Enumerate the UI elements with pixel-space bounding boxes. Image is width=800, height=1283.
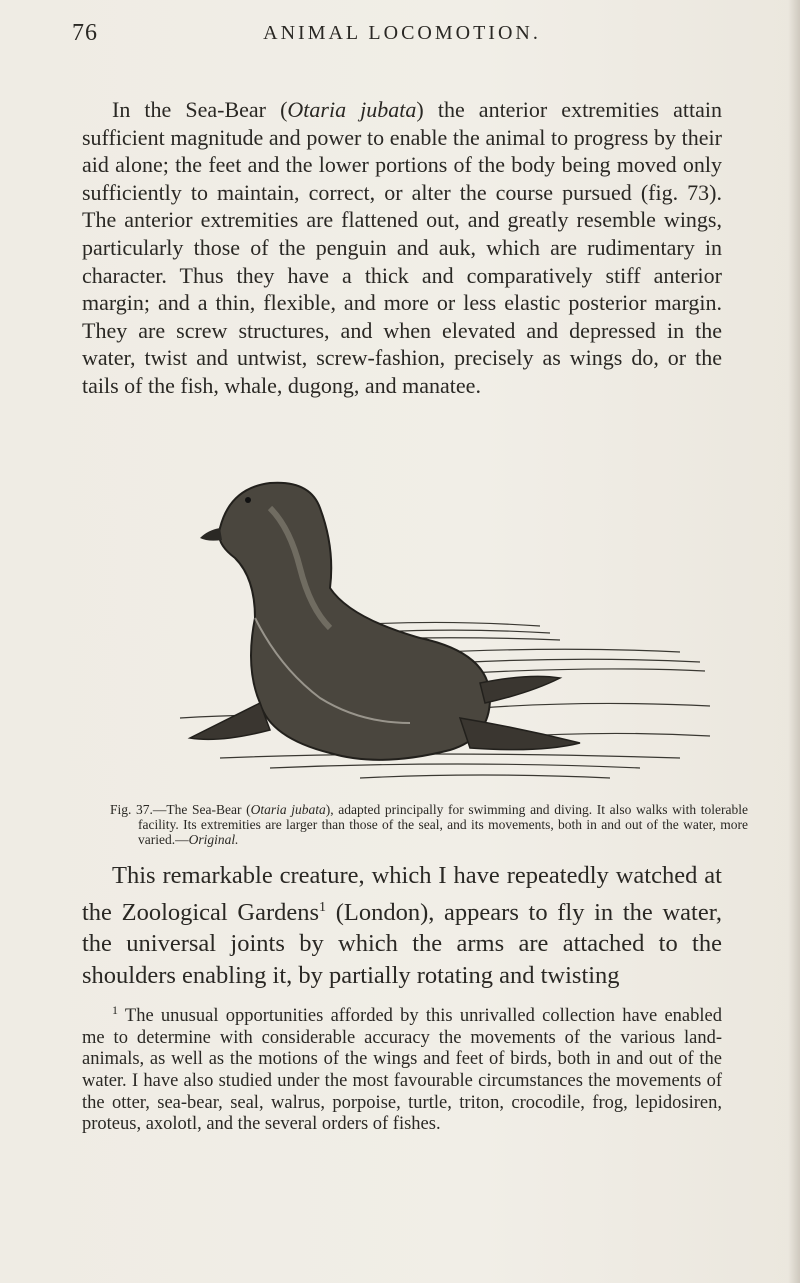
paragraph-sea-bear [82, 96, 722, 400]
caption-credit: Original. [188, 832, 239, 848]
sea-bear-body [190, 483, 580, 760]
caption-text-b: ), adapted principally for swimming and diving. It also walks with tolerable facility. Its extremities are larger than those of the seal, and its movements, both in and out of the water, more varied.— [138, 802, 748, 848]
caption-text-a: —The Sea-Bear ( [152, 802, 251, 817]
footnote-reference: 1 [319, 899, 327, 915]
paragraph1-latin-name: Otaria jubata [287, 97, 417, 122]
paragraph1-text-a: In the Sea-Bear ( [112, 97, 288, 122]
page-number: 76 [72, 20, 98, 46]
page-edge-shadow [788, 0, 800, 1283]
page-header [72, 20, 732, 56]
running-title: ANIMAL LOCOMOTION. [263, 22, 541, 44]
paragraph-zoological-gardens [82, 860, 722, 991]
footnote-marker: 1 [112, 1003, 118, 1017]
paragraph2-text-b: (London), appears to fly in the water, the universal joints by which the arms are attached to the shoulders enabling it, by partially rotating and twisting [82, 898, 722, 989]
figure-label: Fig. 37. [110, 802, 153, 817]
paragraph1-text-b: ) the anterior extremities attain sufficient magnitude and power to enable the animal to progress by their aid alone; the feet and the lower portions of the body being moved only sufficiently to maintain, correct, or alter the course pursued (fig. 73). The anterior extremities are flattened out, and greatly resemble wings, particularly those of the penguin and auk, which are rudimentary in character. Thus they have a thick and comparatively stiff anterior margin; and a thin, flexible, and more or less elastic posterior margin. They are screw structures, and when elevated and depressed in the water, twist and untwist, screw-fashion, precisely as wings do, or the tails of the fish, whale, dugong, and manatee. [82, 97, 722, 398]
sea-bear-illustration [160, 468, 720, 788]
paragraph2-text-a: This remarkable creature, which I have repeatedly watched at the Zoological Gardens [82, 862, 722, 926]
footnote-text: The unusual opportunities afforded by this unrivalled collection have enabled me to determine with considerable accuracy the movements of the various land-animals, as well as the motions of the wings and feet of birds, both in and out of the water. I have also studied under the most favourable circumstances the movements of the otter, sea-bear, seal, walrus, porpoise, turtle, triton, crocodile, frog, lepidosiren, proteus, axolotl, and the several orders of fishes. [82, 1006, 722, 1135]
figure-caption [110, 802, 748, 848]
footnote [82, 1000, 722, 1136]
sea-bear-engraving [160, 468, 720, 788]
caption-latin-name: Otaria jubata [250, 802, 326, 817]
